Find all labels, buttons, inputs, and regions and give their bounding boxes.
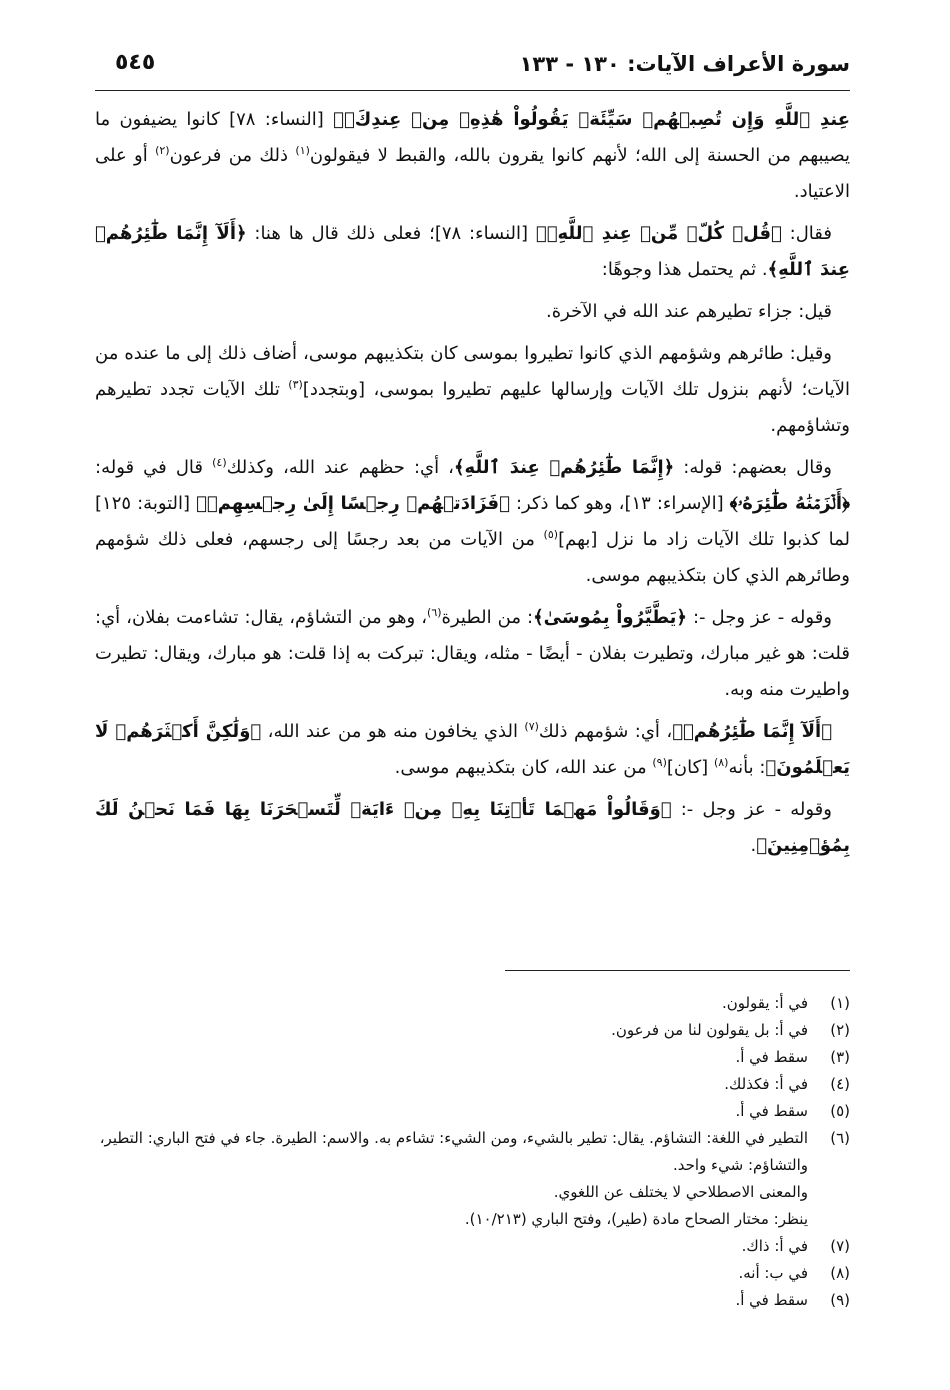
- quran-verse: ﴿أَلۡزَمۡنَٰهُ طَٰٓئِرَهُۥ﴾: [729, 493, 851, 514]
- footnote-text: في ب: أنه.: [738, 1264, 808, 1282]
- quran-verse: ﴿وَلَٰكِنَّ أَكۡثَرَهُمۡ لَا يَعۡلَمُونَ﴾: [95, 721, 850, 778]
- page: [95, 40, 850, 1360]
- body-paragraph: [95, 216, 850, 288]
- body-paragraph: [95, 102, 850, 210]
- body-text-run: من الآيات من بعد رجسًا إلى رجسهم، فعلى ذلك شؤمهم وطائرهم الذي كان بتكذيبهم موسى.: [95, 529, 850, 586]
- footnote: [95, 1287, 850, 1314]
- footnote-marker: (٢): [155, 144, 170, 157]
- quran-verse: ﴿أَلَآ إِنَّمَا طَٰٓئِرُهُمۡ﴾: [672, 721, 832, 742]
- footnote-marker: (٣): [288, 378, 303, 391]
- footnote-text: في أ: فكذلك.: [724, 1075, 808, 1093]
- body-text-run: : من الطيرة: [441, 607, 534, 628]
- quran-verse: ﴿قُلۡ كُلّٞ مِّنۡ عِندِ ٱللَّهِۖ﴾: [535, 223, 782, 244]
- footnote-text: سقط في أ.: [735, 1048, 808, 1066]
- quran-verse: ﴿إِنَّمَا طَٰٓئِرُهُمۡ عِندَ ٱللَّهِ﴾: [453, 457, 675, 478]
- footnote-marker: (٧): [524, 720, 539, 733]
- body-text-run: أو على الاعتياد.: [95, 145, 850, 202]
- footnote-text: في أ: ذاك.: [741, 1237, 808, 1255]
- body-text-run: [النساء: ٧٨] كانوا يضيفون ما يصيبهم من الحسنة إلى الله؛ لأنهم كانوا يقرون بالله، والقبط لا فيقولون: [95, 109, 850, 166]
- footnote-text: في أ: يقولون.: [721, 994, 808, 1012]
- body-text-run: ، وهو من التشاؤم، يقال: تشاءمت بفلان، أي: قلت: هو غير مبارك، وتطيرت بفلان - أيضًا - مثله، ويقال: تبركت به إذا قلت: هو مبارك، ويقال: تطيرت واطيرت منه وبه.: [95, 607, 850, 700]
- footnote-number: (٧): [830, 1237, 850, 1255]
- body-text-run: الذي يخافون منه هو من عند الله،: [261, 721, 525, 742]
- footnote-marker: (٨): [713, 756, 729, 769]
- body-paragraph: [95, 294, 850, 330]
- footnote: [95, 1233, 850, 1260]
- footnote-number: (٢): [830, 1021, 850, 1039]
- quran-verse: ﴿يَطَّيَّرُواْ بِمُوسَىٰ﴾: [533, 607, 687, 628]
- body-text-run: [التوبة: ١٢٥] لما كذبوا تلك الآيات زاد ما نزل [بهم]: [95, 493, 850, 550]
- body-paragraph: [95, 336, 850, 444]
- footnote-marker: (١): [295, 144, 310, 157]
- body-text-run: وقيل: طائرهم وشؤمهم الذي كانوا تطيروا بموسى كان بتكذيبهم موسى، أضاف ذلك إلى ما عنده من الآيات؛ لأنهم بنزول تلك الآيات وإرسالها عليهم تطيروا بموسى، [وبتجدد]: [95, 343, 850, 400]
- body-text-run: قال في قوله:: [95, 457, 213, 478]
- footnote-marker: (٩): [652, 756, 667, 769]
- body-text-run: تلك الآيات تجدد تطيرهم وتشاؤمهم.: [95, 379, 850, 436]
- body-paragraph: [95, 714, 850, 786]
- footnote-marker: (٦): [427, 606, 442, 619]
- footnotes: [95, 990, 850, 1314]
- footnote: [95, 1044, 850, 1071]
- footnote-continuation: والمعنى الاصطلاحي لا يختلف عن اللغوي.: [553, 1183, 808, 1201]
- footnote: [95, 1260, 850, 1287]
- footnote-text: سقط في أ.: [735, 1102, 808, 1120]
- footnote-continuation: ينظر: مختار الصحاح مادة (طير)، وفتح الباري (١٠/٢١٣).: [464, 1210, 808, 1228]
- footnote: [95, 1125, 850, 1179]
- body-paragraph: [95, 792, 850, 864]
- body-text-run: [الإسراء: ١٣]، وهو كما ذكر:: [509, 493, 730, 514]
- body-paragraph: [95, 450, 850, 594]
- quran-verse: ﴿فَزَادَتۡهُمۡ رِجۡسًا إِلَىٰ رِجۡسِهِمۡ﴾: [196, 493, 510, 514]
- body-text-run: وقال بعضهم: قوله:: [674, 457, 832, 478]
- body-text: [95, 102, 850, 870]
- body-text-run: : بأنه: [728, 757, 766, 778]
- quran-verse: ﴿أَلَآ إِنَّمَا طَٰٓئِرُهُمۡ عِندَ ٱللَّهِ﴾: [95, 223, 850, 280]
- body-text-run: ، أي: شؤمهم ذلك: [538, 721, 673, 742]
- body-paragraph: [95, 600, 850, 708]
- footnote: [95, 990, 850, 1017]
- page-number: ٥٤٥: [115, 50, 156, 75]
- footnote-number: (٨): [830, 1264, 850, 1282]
- footnote-text: سقط في أ.: [735, 1291, 808, 1309]
- quran-verse: عِندِ ٱللَّهِ وَإِن تُصِبۡهُمۡ سَيِّئَةٞ يَقُولُواْ هَٰذِهِۦ مِنۡ عِندِكَۚ﴾: [333, 109, 850, 130]
- footnote-marker: (٤): [212, 456, 227, 469]
- footnote-number: (٥): [830, 1102, 850, 1120]
- body-text-run: من عند الله، كان بتكذيبهم موسى.: [394, 757, 653, 778]
- body-text-run: قيل: جزاء تطيرهم عند الله في الآخرة.: [546, 301, 832, 322]
- footnote-number: (٤): [830, 1075, 850, 1093]
- surah-title: سورة الأعراف الآيات: ١٣٠ - ١٣٣: [519, 52, 850, 76]
- body-text-run: وقوله - عز وجل -:: [686, 607, 832, 628]
- footnote-number: (٦): [830, 1129, 850, 1147]
- page-header: [95, 40, 850, 91]
- body-text-run: . ثم يحتمل هذا وجوهًا:: [601, 259, 768, 280]
- footnote-text: في أ: بل يقولون لنا من فرعون.: [611, 1021, 808, 1039]
- footnote-number: (٩): [830, 1291, 850, 1309]
- body-text-run: .: [750, 835, 757, 856]
- footnote-number: (١): [830, 994, 850, 1012]
- body-text-run: وقوله - عز وجل -:: [671, 799, 832, 820]
- footnote-text: التطير في اللغة: التشاؤم. يقال: تطير بالشيء، ومن الشيء: تشاءم به. والاسم: الطيرة. جاء في فتح الباري: التطير، والتشاؤم: شيء واحد.: [99, 1129, 808, 1174]
- footnote: [95, 1098, 850, 1125]
- footnote-marker: (٥): [543, 528, 559, 541]
- body-text-run: ، أي: حظهم عند الله، وكذلك: [226, 457, 454, 478]
- footnote: [95, 1017, 850, 1044]
- footnote-number: (٣): [830, 1048, 850, 1066]
- quran-verse: ﴿وَقَالُواْ مَهۡمَا تَأۡتِنَا بِهِۦ مِنۡ ءَايَةٖ لِّتَسۡحَرَنَا بِهَا فَمَا نَحۡنُ لَكَ بِمُؤۡمِنِينَ﴾: [95, 799, 850, 856]
- body-text-run: [النساء: ٧٨]؛ فعلى ذلك قال ها هنا:: [246, 223, 536, 244]
- body-text-run: ذلك من فرعون: [169, 145, 296, 166]
- body-text-run: فقال:: [781, 223, 833, 244]
- footnote: [95, 1071, 850, 1098]
- body-text-run: [كان]: [666, 757, 714, 778]
- footnote-divider: [505, 970, 850, 971]
